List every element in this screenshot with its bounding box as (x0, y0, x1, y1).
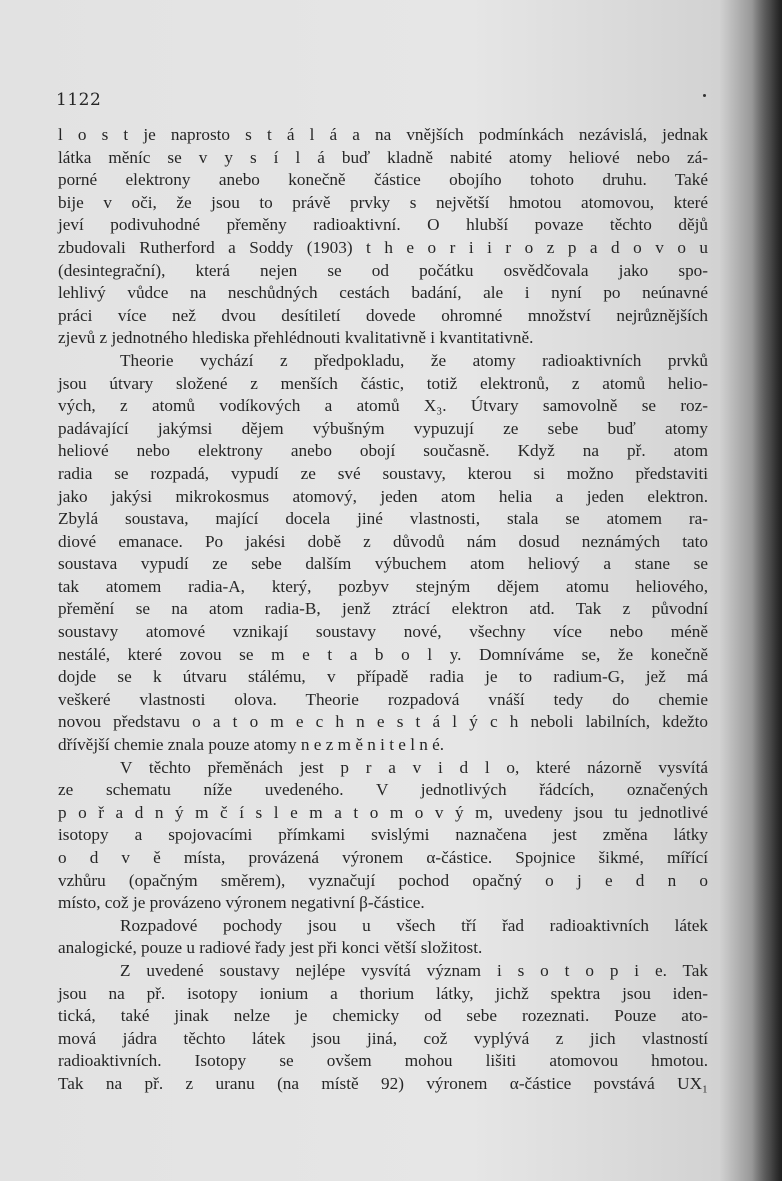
text-line: soustava vypudí ze sebe dalším výbuchem atom heliový a stane se (58, 554, 708, 574)
text-line: látka měníc se v y s í l á buď kladně nabité atomy heliové nebo zá- (58, 147, 708, 167)
text-line: mová jádra těchto látek jsou jiná, což vyplývá z jich vlastností (58, 1028, 708, 1048)
text-line: tická, také jinak nelze je chemicky od sebe rozeznati. Pouze ato- (58, 1006, 708, 1026)
text-line: Z uvedené soustavy nejlépe vysvítá význam i s o t o p i e. Tak (120, 960, 708, 980)
text-line: tak atomem radia-A, který, pozbyv stejným dějem atomu heliového, (58, 576, 708, 596)
text-line: novou představu o a t o m e c h n e s t á l ý c h neboli labilních, kdežto (58, 712, 708, 732)
text-line: radia se rozpadá, vypudí ze své soustavy, kterou si možno představiti (58, 463, 708, 483)
text-line: bije v oči, že jsou to právě prvky s největší hmotou atomovou, které (58, 192, 708, 212)
text-line: práci více než dvou desítiletí dovede ohromné množství nejrůznějších (58, 305, 708, 325)
text-line: jsou na př. isotopy ionium a thorium látky, jichž spektra jsou iden- (58, 983, 708, 1003)
text-line: přemění se na atom radia-B, jenž ztrácí elektron atd. Tak z původní (58, 599, 708, 619)
text-line: diové emanace. Po jakési době z důvodů nám dosud neznámých tato (58, 531, 708, 551)
text-line: jako jakýsi mikrokosmus atomový, jeden atom helia a jeden elektron. (58, 486, 708, 506)
text-line: zjevů z jednotného hlediska přehlédnouti kvalitativně i kvantitativně. (58, 328, 534, 348)
text-line: porné elektrony anebo konečně částice obojího tohoto druhu. Také (58, 170, 708, 190)
text-line: zbudovali Rutherford a Soddy (1903) t h e o r i i r o z p a d o v o u (58, 237, 708, 257)
text-line: Zbylá soustava, mající docela jiné vlastnosti, stala se atomem ra- (58, 509, 708, 529)
text-line: o d v ě místa, provázená výronem α-částice. Spojnice šikmé, mířící (58, 848, 708, 867)
text-line: Tak na př. z uranu (na místě 92) výronem α-částice povstává UX₁ (58, 1073, 708, 1093)
text-line: dojde se k útvaru stálému, v případě radia je to radium-G, jež má (58, 667, 708, 687)
text-line: lehlivý vůdce na neschůdných cestách badání, ale i nyní po neúnavné (58, 283, 708, 303)
text-line: padávající jakýmsi dějem výbušným vypuzují ze sebe buď atomy (58, 418, 708, 438)
text-line: V těchto přeměnách jest p r a v i d l o, které názorně vysvítá (120, 757, 708, 777)
text-line: (desintegrační), která nejen se od počátku osvědčovala jako spo- (58, 260, 708, 280)
text-line: vých, z atomů vodíkových a atomů X₃. Útvary samovolně se roz- (58, 396, 708, 416)
text-line: jsou útvary složené z menších částic, totiž elektronů, z atomů helio- (58, 373, 708, 393)
text-line: veškeré vlastnosti olova. Theorie rozpadová vnáší tedy do chemie (58, 689, 708, 709)
text-line: místo, což je provázeno výronem negativní β-částice. (58, 893, 425, 913)
text-line: jeví podivuhodné přeměny radioaktivní. O hlubší povaze těchto dějů (58, 215, 708, 235)
text-line: dřívější chemie znala pouze atomy n e z m ě n i t e l n é. (58, 735, 445, 755)
text-line: analogické, pouze u radiové řady jest při konci větší složitost. (58, 938, 483, 958)
text-line: p o ř a d n ý m č í s l e m a t o m o v ý m, uvedeny jsou tu jednotlivé (58, 802, 708, 822)
text-line: radioaktivních. Isotopy se ovšem mohou lišiti atomovou hmotou. (58, 1051, 708, 1071)
text-line: vzhůru (opačným směrem), vyznačují pochod opačný o j e d n o (58, 870, 708, 890)
book-spine-shadow (752, 0, 782, 1181)
text-line: nestálé, které zovou se m e t a b o l y. Domníváme se, že konečně (58, 644, 708, 664)
ink-speck (703, 94, 706, 97)
body-text (58, 124, 708, 1096)
text-line: isotopy a spojovacími přímkami svislými naznačena jest změna látky (58, 825, 708, 845)
text-line: heliové nebo elektrony anebo obojí současně. Když na př. atom (58, 441, 708, 461)
text-line: ze schematu níže uvedeného. V jednotlivých řádcích, označených (58, 780, 708, 800)
text-line: soustavy atomové vznikají soustavy nové, všechny více nebo méně (58, 622, 708, 642)
text-line: l o s t je naprosto s t á l á a na vnějších podmínkách nezávislá, jednak (58, 125, 708, 144)
text-line: Rozpadové pochody jsou u všech tří řad radioaktivních látek (120, 915, 708, 935)
text-line: Theorie vychází z předpokladu, že atomy radioaktivních prvků (120, 350, 708, 370)
page-number: 1122 (56, 90, 102, 110)
